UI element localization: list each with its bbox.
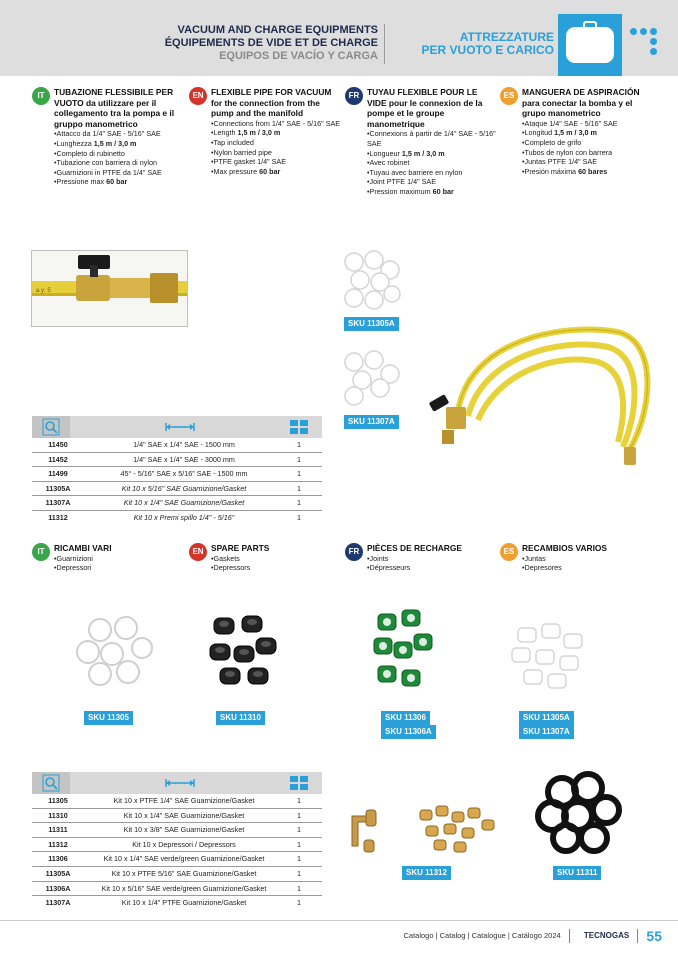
lang-badge-en: EN [189,87,207,105]
spare-it [32,543,182,573]
spare-es-b1: • Juntas [522,554,650,564]
table-row: 11305 Kit 10 x PTFE 1/4" SAE Guarnizione/Gasket 1 [32,794,322,809]
header-category-line2: PER VUOTO E CARICO [421,43,554,57]
magnifier-icon [32,772,70,794]
lang-badge-it-2: IT [32,543,50,561]
lang-badge-fr: FR [345,87,363,105]
desc-it-b4: • Tubazione con barriera di nylon [54,158,184,168]
spare-en [189,543,339,573]
desc-fr-b3: • Avec robinet [367,158,497,168]
desc-es-b3: • Completo de grifo [522,138,650,148]
spare-es [500,543,650,573]
gaskets-white-ptfe-kit-image [508,620,588,694]
table1-header [32,416,322,438]
table1-header-code [32,416,70,438]
table-row: 11452 1/4" SAE x 1/4" SAE - 3000 mm 1 [32,453,322,468]
footer-catalog-text: Catalogo | Catalog | Catalogue | Catálogo 2024 [403,930,561,940]
desc-es-title: MANGUERA DE ASPIRACIÓN para conectar la bomba y el grupo manometrico [522,87,640,119]
desc-it [32,87,184,187]
lang-badge-fr-2: FR [345,543,363,561]
table2-header-qty [284,772,314,794]
depressors-image [342,796,502,860]
desc-en [189,87,341,176]
spare-es-title: RECAMBIOS VARIOS [522,543,607,553]
desc-en-b3: • Tap included [211,138,341,148]
sku-badge-11311: SKU 11311 [553,866,601,880]
footer-brand: TECNOGAS [583,930,630,940]
table-row: 11305A Kit 10 x 5/16" SAE Guarnizione/Gasket 1 [32,482,322,497]
desc-es-b5: • Juntas PTFE 1/4" SAE [522,157,650,167]
page-header [0,0,678,76]
spare-es-b2: • Depresores [522,563,650,573]
header-title-en: VACUUM AND CHARGE EQUIPMENTS [177,24,378,36]
desc-fr-b5: • Joint PTFE 1/4" SAE [367,177,497,187]
desc-en-b2: • Length 1,5 m / 3,0 m [211,128,341,138]
measure-icon [160,416,200,438]
table2-header-code [32,772,70,794]
desc-en-b4: • Nylon barried pipe [211,148,341,158]
header-title-fr: ÉQUIPEMENTS DE VIDE ET DE CHARGE [164,37,378,49]
sku-badge-11305: SKU 11305 [84,711,133,725]
desc-fr-title: TUYAU FLEXIBLE POUR LE VIDE pour le connexion de la pompe et le groupe manometrique [367,87,483,129]
lang-badge-it: IT [32,87,50,105]
table-row: 11499 45° - 5/16" SAE x 5/16" SAE - 1500 mm 1 [32,467,322,482]
sku-badge-11310: SKU 11310 [216,711,265,725]
lang-badge-es-2: ES [500,543,518,561]
valve-closeup-image [31,250,188,327]
product-table-2 [32,772,322,911]
desc-es-b6: • Presión máxima 60 bares [522,167,650,177]
desc-es-b1: • Ataque 1/4" SAE - 5/16" SAE [522,119,650,129]
desc-en-title: FLEXIBLE PIPE FOR VACUUM for the connection from the pump and the manifold [211,87,332,119]
table-row: 11306A Kit 10 x 5/16" SAE verde/green Guarnizione/Gasket 1 [32,882,322,897]
sku-badge-11307a-2: SKU 11307A [519,725,574,739]
spare-fr-b1: • Joints [367,554,495,564]
sku-badge-11305a: SKU 11305A [344,317,399,331]
suitcase-icon [566,27,614,63]
desc-fr-b6: • Pression maximum 60 bar [367,187,497,197]
footer-separator-2 [637,929,638,943]
sku-badge-11306a: SKU 11306A [381,725,436,739]
desc-fr [345,87,497,197]
gaskets-white-image-a [340,248,402,312]
orings-black-image [532,770,624,858]
category-badge [558,14,622,76]
sku-badge-11305a-2: SKU 11305A [519,711,574,725]
desc-it-b3: • Completo di rubinetto [54,149,184,159]
yellow-hose-image [428,312,654,472]
product-table-1 [32,416,322,526]
desc-en-b5: • PTFE gasket 1/4" SAE [211,157,341,167]
table-row: 11450 1/4" SAE x 1/4" SAE - 1500 mm 1 [32,438,322,453]
desc-it-title: TUBAZIONE FLESSIBILE PER VUOTO da utilizzare per il collegamento tra la pompa e il gruppo manometrico [54,87,175,129]
table1-header-qty [284,416,314,438]
desc-it-b2: • Lunghezza 1,5 m / 3,0 m [54,139,184,149]
header-title-es: EQUIPOS DE VACÍO Y CARGA [219,50,378,62]
lang-badge-en-2: EN [189,543,207,561]
measure-icon [160,772,200,794]
desc-en-b6: • Max pressure 60 bar [211,167,341,177]
dots-logo-icon [630,24,662,58]
spare-it-title: RICAMBI VARI [54,543,112,553]
table-row: 11311 Kit 10 x 3/8" SAE Guarnizione/Gasket 1 [32,823,322,838]
magnifier-icon [32,416,70,438]
svg-text:a y: 5: a y: 5 [36,288,51,294]
page-number: 55 [646,928,662,944]
page-footer [403,928,662,944]
table-row: 11310 Kit 10 x 1/4" SAE Guarnizione/Gasket 1 [32,809,322,824]
gaskets-green-kit-image [368,608,438,698]
desc-fr-b4: • Tuyau avec barriere en nylon [367,168,497,178]
sku-badge-11306: SKU 11306 [381,711,430,725]
spare-en-b1: • Gaskets [211,554,339,564]
table-row: 11306 Kit 10 x 1/4" SAE verde/green Guarnizione/Gasket 1 [32,852,322,867]
table-row: 11307A Kit 10 x 1/4" PTFE Guarnizione/Gasket 1 [45,898,301,908]
gaskets-white-kit-image [74,614,154,690]
spare-fr [345,543,495,573]
table-row: 11312 Kit 10 x Premi spillo 1/4" - 5/16" 1 [48,512,301,522]
header-divider [384,24,385,64]
header-titles [165,24,378,63]
desc-fr-b1: • Connexions à partir de 1/4" SAE - 5/16" SAE [367,129,497,148]
gaskets-black-kit-image [206,612,280,692]
spare-en-b2: • Depressors [211,563,339,573]
spare-it-b1: • Guarnizioni [54,554,182,564]
table1-header-desc [160,416,200,438]
desc-es-b4: • Tubos de nylon con barrera [522,148,650,158]
spare-it-b2: • Depressori [54,563,182,573]
header-category [394,31,554,57]
spare-en-title: SPARE PARTS [211,543,270,553]
table-row: 11305A Kit 10 x PTFE 5/16" SAE Guarnizione/Gasket 1 [32,867,322,882]
boxes-icon [284,772,314,794]
footer-divider [0,920,678,921]
table2-header-desc [160,772,200,794]
boxes-icon [284,416,314,438]
table-row: 11312 Kit 10 x Depressori / Depressors 1 [32,838,322,853]
header-category-line1: ATTREZZATURE [459,30,554,44]
desc-es [500,87,650,176]
sku-badge-11312: SKU 11312 [402,866,451,880]
desc-es-b2: • Longitud 1,5 m / 3,0 m [522,128,650,138]
desc-en-b1: • Connections from 1/4" SAE - 5/16" SAE [211,119,341,129]
sku-badge-11307a: SKU 11307A [344,415,399,429]
desc-it-b6: • Pressione max 60 bar [54,177,184,187]
table-row: 11307A Kit 10 x 1/4" SAE Guarnizione/Gasket 1 [32,496,322,511]
footer-separator [569,929,570,943]
desc-fr-b2: • Longueur 1,5 m / 3,0 m [367,149,497,159]
desc-it-b5: • Guarnizioni in PTFE da 1/4" SAE [54,168,184,178]
table2-header [32,772,322,794]
spare-fr-b2: • Dépresseurs [367,563,495,573]
gaskets-white-image-b [340,348,402,408]
spare-fr-title: PIÈCES DE RECHARGE [367,543,462,553]
lang-badge-es: ES [500,87,518,105]
desc-it-b1: • Attacco da 1/4" SAE - 5/16" SAE [54,129,184,139]
